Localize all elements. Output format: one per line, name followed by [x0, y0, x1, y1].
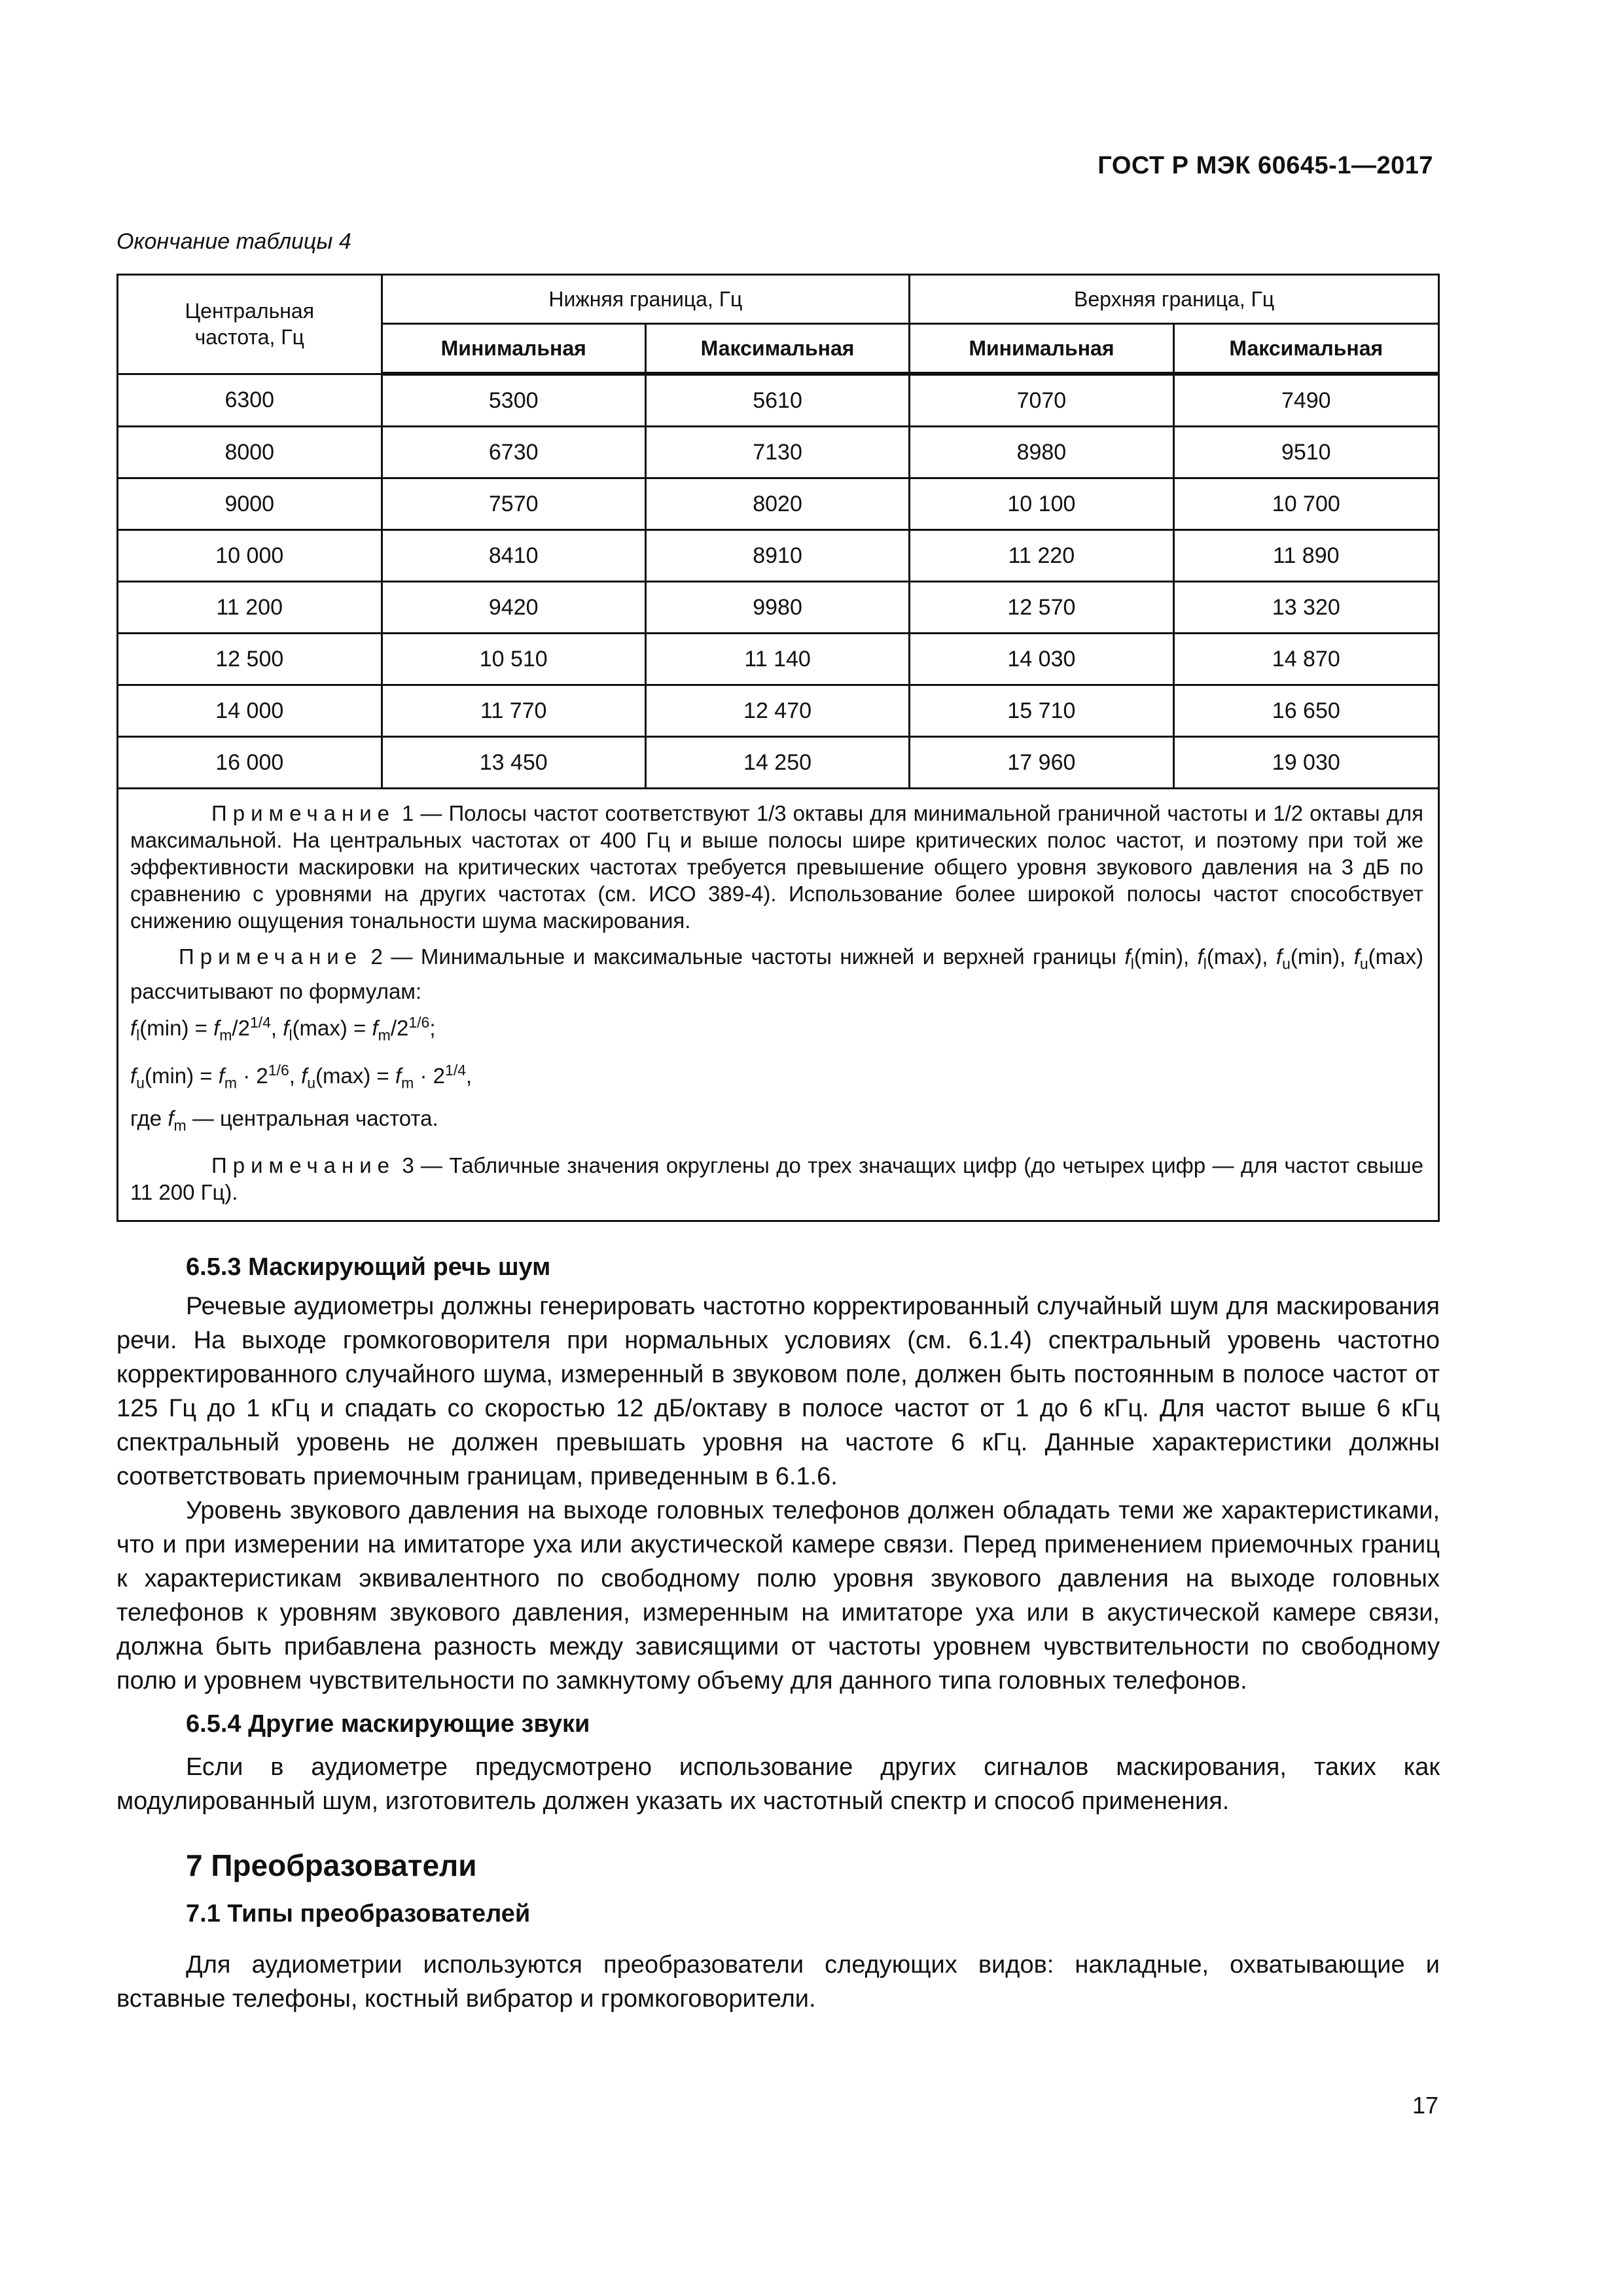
table-cell: 11 770 — [382, 685, 645, 737]
table-cell: 12 470 — [645, 685, 909, 737]
table-cell: 5610 — [645, 374, 909, 427]
table-cell: 9510 — [1173, 427, 1438, 478]
table-cell: 11 220 — [910, 530, 1173, 582]
section-title-6-5-4: 6.5.4 Другие маскирующие звуки — [186, 1710, 590, 1738]
table-cell: 5300 — [382, 374, 645, 427]
table-row — [118, 374, 1439, 427]
table-cell: 9980 — [645, 582, 909, 634]
table-cell: 11 890 — [1173, 530, 1438, 582]
header-upper-bound: Верхняя граница, Гц — [910, 275, 1439, 324]
section-title-6-5-3: 6.5.3 Маскирующий речь шум — [186, 1253, 551, 1281]
table-row — [118, 634, 1439, 685]
header-lower-max: Максимальная — [645, 324, 909, 374]
table-cell: 7490 — [1173, 374, 1438, 427]
table-cell: 6730 — [382, 427, 645, 478]
table-cell: 7130 — [645, 427, 909, 478]
table-cell: 14 000 — [118, 685, 382, 737]
section-title-7-1: 7.1 Типы преобразователей — [186, 1900, 531, 1928]
table-cell: 10 100 — [910, 478, 1173, 530]
table-cell: 12 500 — [118, 634, 382, 685]
table-cell: 19 030 — [1173, 737, 1438, 789]
table-cell: 7070 — [910, 374, 1173, 427]
page-number: 17 — [1412, 2092, 1438, 2119]
section-title-7: 7 Преобразователи — [186, 1848, 477, 1882]
table-row — [118, 685, 1439, 737]
table-cell: 8980 — [910, 427, 1173, 478]
note-1: Примечание 1 — Полосы частот соответствуют 1/3 октавы для минимальной граничной частоты и 1/2 октавы для максимальной. На центральных частотах от 400 Гц и выше полосы шире критических полос частот, и поэтому при той же эффективности маскировки на критических частотах требуется превышение общего уровня звукового давления на 3 дБ по сравнению с уровнями на других частотах (см. ИСО 389-4). Использование более широкой полосы частот способствует снижению ощущения тональности шума маскирования. — [130, 801, 1424, 933]
table-cell: 17 960 — [910, 737, 1173, 789]
header-lower-min: Минимальная — [382, 324, 645, 374]
header-upper-min: Минимальная — [910, 324, 1173, 374]
header-center-frequency: Центральная частота, Гц — [118, 275, 382, 374]
table-cell: 16 000 — [118, 737, 382, 789]
table-row — [118, 427, 1439, 478]
header-lower-bound: Нижняя граница, Гц — [382, 275, 910, 324]
note-2: Примечание 2 — Минимальные и максимальные частоты нижней и верхней границы $f_l(\min)$, $f_l(\max)$, $f_u(\min)$, $f_u(\max)$ рассчитывают по формулам: — [130, 944, 1423, 1003]
table-cell: 10 510 — [382, 634, 645, 685]
table-cell: 14 030 — [910, 634, 1173, 685]
formula-where: где $f_m$ — центральная частота. — [130, 1105, 438, 1134]
table-cell: 8910 — [645, 530, 909, 582]
table-cell: 9000 — [118, 478, 382, 530]
table-cell: 11 200 — [118, 582, 382, 634]
main-text — [116, 1250, 1440, 2016]
table-cell: 14 870 — [1173, 634, 1438, 685]
paragraph: Уровень звукового давления на выходе головных телефонов должен обладать теми же характеристиками, что и при измерении на имитаторе уха или акустической камере связи. Перед применением приемочных границ к характеристикам эквивалентного по свободному полю уровня звукового давления на выходе головных телефонов к уровням звукового давления, измеренным на имитаторе уха или в акустической камере связи, должна быть прибавлена разность между зависящими от частоты уровнем чувствительности по свободному полю и уровнем чувствительности по замкнутому объему для данного типа головных телефонов. — [116, 1497, 1440, 1695]
table-cell: 8000 — [118, 427, 382, 478]
table-row — [118, 530, 1439, 582]
header-upper-max: Максимальная — [1173, 324, 1438, 374]
table-row — [118, 737, 1439, 789]
table-cell: 13 450 — [382, 737, 645, 789]
standard-code: ГОСТ Р МЭК 60645-1—2017 — [1097, 152, 1433, 179]
formula-lower: $f_l(\min) = f_m/2^{1/4}$, $f_l(\max) = f_m/2^{1/6}$; — [130, 1013, 436, 1044]
table-cell: 8410 — [382, 530, 645, 582]
formula-upper: $f_u(\min) = f_m \cdot 2^{1/6}$, $f_u(\max) = f_m \cdot 2^{1/4}$, — [130, 1062, 473, 1092]
table-cell: 12 570 — [910, 582, 1173, 634]
table-cell: 9420 — [382, 582, 645, 634]
table-cell: 7570 — [382, 478, 645, 530]
table-cell: 13 320 — [1173, 582, 1438, 634]
table-cell: 16 650 — [1173, 685, 1438, 737]
paragraph: Для аудиометрии используются преобразователи следующих видов: накладные, охватывающие и вставные телефоны, костный вибратор и громкоговорители. — [116, 1951, 1440, 2013]
table-cell: 10 000 — [118, 530, 382, 582]
paragraph: Речевые аудиометры должны генерировать частотно корректированный случайный шум для маскирования речи. На выходе громкоговорителя при нормальных условиях (см. 6.1.4) спектральный уровень частотно корректированного случайного шума, измеренный в звуковом поле, должен быть постоянным в полосе частот от 125 Гц до 1 кГц и спадать со скоростью 12 дБ/октаву в полосе частот от 1 до 6 кГц. Для частот выше 6 кГц спектральный уровень не должен превышать уровня на частоте 6 кГц. Данные характеристики должны соответствовать приемочным границам, приведенным в 6.1.6. — [116, 1293, 1440, 1490]
paragraph: Если в аудиометре предусмотрено использование других сигналов маскирования, таких как модулированный шум, изготовитель должен указать их частотный спектр и способ применения. — [116, 1753, 1440, 1815]
table-notes — [118, 789, 1439, 1221]
table-cell: 15 710 — [910, 685, 1173, 737]
table-cell: 11 140 — [645, 634, 909, 685]
table-caption: Окончание таблицы 4 — [116, 229, 351, 254]
table-cell: 10 700 — [1173, 478, 1438, 530]
table-cell: 14 250 — [645, 737, 909, 789]
table-row — [118, 478, 1439, 530]
table-row — [118, 582, 1439, 634]
note-3: Примечание 3 — Табличные значения округлены до трех значащих цифр (до четырех цифр — для частот свыше 11 200 Гц). — [130, 1153, 1423, 1205]
table-cell: 6300 — [118, 374, 382, 427]
frequency-table — [116, 274, 1440, 1222]
table-cell: 8020 — [645, 478, 909, 530]
